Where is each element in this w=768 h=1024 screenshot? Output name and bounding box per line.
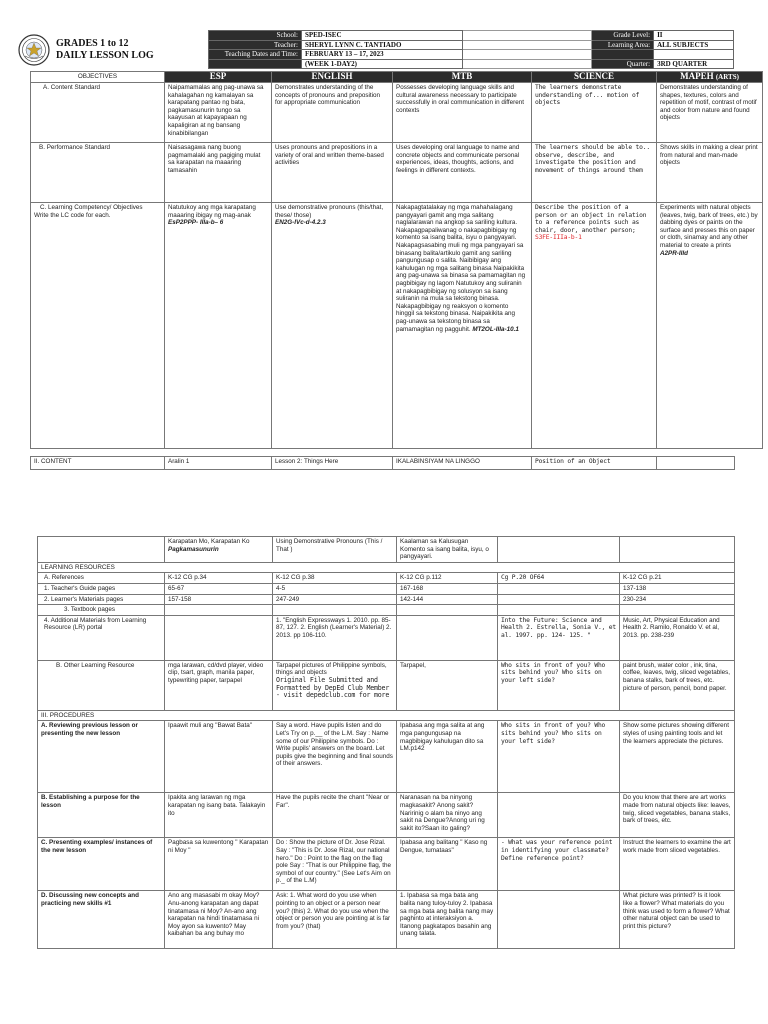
topic-esp-value: Pagkamasunurin (168, 545, 219, 553)
content-standard-science: The learners demonstrate understanding of... motion of objects (532, 83, 657, 143)
presenting-label: C. Presenting examples/ instances of the new lesson (38, 838, 165, 891)
references-science: Cg P.20 OF64 (498, 573, 620, 584)
content-science: Position of an Object (532, 457, 657, 470)
competency-science-cell (532, 203, 657, 449)
content-english: Lesson 2: Things Here (272, 457, 393, 470)
teachers-guide-mtb: 167-168 (397, 583, 498, 594)
content-standard-row (31, 83, 763, 143)
deped-seal-icon (18, 34, 50, 66)
learners-materials-mtb: 142-144 (397, 594, 498, 605)
references-mapeh: K-12 CG p.21 (620, 573, 735, 584)
other-resources-row (38, 660, 735, 710)
quarter-label: Quarter: (592, 59, 654, 69)
topics-label-empty (38, 537, 165, 563)
competency-science-code: S3FE-IIIa-b-1 (535, 234, 582, 242)
textbook-empty (498, 605, 620, 616)
header-spacer (654, 50, 734, 60)
dates-label: Teaching Dates and Time: (209, 50, 302, 60)
other-resources-mtb: Tarpapel, (397, 660, 498, 710)
competency-english-code: EN2G-IVc-d-4.2.3 (275, 219, 326, 227)
references-label: A. References (38, 573, 165, 584)
resources-procedures-table (37, 536, 735, 949)
purpose-row (38, 793, 735, 838)
learners-materials-esp: 157-158 (165, 594, 273, 605)
other-resources-english: Tarpapel pictures of Philippine symbols, things and objects (276, 661, 387, 677)
purpose-science (498, 793, 620, 838)
competency-mtb-cell (393, 203, 532, 449)
competency-esp-cell (165, 203, 272, 449)
discussing-row (38, 891, 735, 949)
teachers-guide-science (498, 583, 620, 594)
references-english: K-12 CG p.38 (273, 573, 397, 584)
topic-mtb: Kaalaman sa Kalusugan Komento sa isang balita, isyu, o pangyayari. (397, 537, 498, 563)
procedures-label: III. PROCEDURES (38, 710, 735, 721)
topic-esp-title: Karapatan Mo, Karapatan Ko (168, 538, 250, 545)
week-value: (WEEK 1-DAY2) (301, 59, 462, 69)
discussing-mtb: 1. Ipabasa sa mga bata ang balita nang tuloy-tuloy 2. Ipabasa sa mga bata ang balita nang may paghinto at interaksiyon a. Itanong pagkatapos basahin ang unang talata. (397, 891, 498, 949)
purpose-mapeh: Do you know that there are art works made from natural objects like: leaves, twig, sliced vegetables, banana stalks, bark of trees, etc. (620, 793, 735, 838)
objectives-heading: OBJECTIVES (31, 72, 165, 83)
topics-row (38, 537, 735, 563)
grade-value: II (654, 31, 734, 41)
presenting-esp: Pagbasa sa kuwentong " Karapatan ni Moy " (165, 838, 273, 891)
learners-materials-mapeh: 230-234 (620, 594, 735, 605)
header-spacer (462, 59, 591, 69)
teachers-guide-label: 1. Teacher's Guide pages (38, 583, 165, 594)
competency-esp-code: EsP2PPP- IIIa-b– 6 (168, 219, 224, 227)
presenting-mapeh: Instruct the learners to examine the art work made from sliced vegetables. (620, 838, 735, 891)
performance-standard-esp: Naisasagawa nang buong pagmamalaki ang pagiging mulat sa karapatan na maaaring tamasahin (165, 143, 272, 203)
textbook-empty (165, 605, 273, 616)
content-label: II. CONTENT (31, 457, 165, 470)
learning-resources-row (38, 562, 735, 573)
presenting-row (38, 838, 735, 891)
dates-value: FEBRUARY 13 – 17, 2023 (301, 50, 462, 60)
competency-esp: Natutukoy ang mga karapatang maaaring ibigay ng mag-anak (168, 204, 256, 219)
content-esp: Aralin 1 (165, 457, 272, 470)
learning-competency-row (31, 203, 763, 449)
learning-resources-label: LEARNING RESOURCES (38, 562, 735, 573)
learners-materials-english: 247-249 (273, 594, 397, 605)
textbook-label: 3. Textbook pages (38, 605, 165, 616)
learners-materials-label: 2. Learner's Materials pages (38, 594, 165, 605)
content-standard-mtb: Possesses developing language skills and cultural awareness necessary to participate successfully in oral communication in different contexts (393, 83, 532, 143)
other-resources-mapeh: paint brush, water color , ink, tina, coffee, leaves, twig, sliced vegetables, banana stalks, bark of trees, etc. picture of person, pencil, bond paper. (620, 660, 735, 710)
review-esp: Ipaawit muli ang "Bawat Bata" (165, 721, 273, 793)
references-mtb: K-12 CG p.112 (397, 573, 498, 584)
topic-english: Using Demonstrative Pronouns (This / That ) (273, 537, 397, 563)
science-column-heading: SCIENCE (532, 72, 657, 83)
learning-area-value: ALL SUBJECTS (654, 40, 734, 50)
competency-mtb-code: MT2OL-IIIa-10.1 (472, 325, 519, 333)
presenting-science: - What was your reference point in identifying your classmate? Define reference point? (498, 838, 620, 891)
competency-science: Describe the position of a person or an object in relation to a reference points such as chair, door, another person; (535, 204, 647, 234)
content-mtb: IKALABINSIYAM NA LINGGO (393, 457, 532, 470)
grade-label: Grade Level: (592, 31, 654, 41)
review-english: Say a word. Have pupils listen and do Let's Try on p.__ of the L.M. Say : Name some of our Philippine symbols. Do : Write pupils' answers on the board. Let pupils give the beginning and final sounds of their answers. (273, 721, 397, 793)
header-spacer (462, 31, 591, 41)
purpose-label: B. Establishing a purpose for the lesson (38, 793, 165, 838)
learners-materials-row (38, 594, 735, 605)
additional-materials-science: Into the Future: Science and Health 2. Estrella, Sonia V., et al. 1997. pp. 124- 125. " (498, 615, 620, 660)
topic-science-empty (498, 537, 620, 563)
document-title (56, 38, 154, 62)
teachers-guide-mapeh: 137-138 (620, 583, 735, 594)
additional-materials-label: 4. Additional Materials from Learning Resource (LR) portal (38, 615, 165, 660)
performance-standard-science: The learners should be able to.. observe, describe, and investigate the position and movement of things around them (532, 143, 657, 203)
textbook-empty (620, 605, 735, 616)
header-info-table (208, 30, 734, 69)
content-row-table (30, 456, 735, 470)
presenting-mtb: Ipabasa ang balitang " Kaso ng Dengue, tumataas" (397, 838, 498, 891)
learning-competency-label: C. Learning Competency/ Objectives (40, 204, 143, 211)
purpose-esp: Ipakita ang larawan ng mga karapatan ng isang bata. Talakayin ito (165, 793, 273, 838)
review-mtb: Ipabasa ang mga salita at ang mga pangungusap na magbibigay kahulugan dito sa LM.p142 (397, 721, 498, 793)
performance-standard-mapeh: Shows skills in making a clear print from natural and man-made objects (657, 143, 763, 203)
topic-esp-cell (165, 537, 273, 563)
topic-mapeh-empty (620, 537, 735, 563)
title-line-grades: GRADES 1 to 12 (56, 38, 129, 49)
discussing-science (498, 891, 620, 949)
performance-standard-label: B. Performance Standard (31, 143, 165, 203)
textbook-empty (273, 605, 397, 616)
other-resources-english-cell (273, 660, 397, 710)
mapeh-heading-sub: (ARTS) (715, 72, 739, 81)
other-resources-label: B. Other Learning Resource (38, 660, 165, 710)
content-standard-esp: Naipamamalas ang pag-unawa sa kahalagahan ng kamalayan sa karapatang pantao ng bata, pagkamasunurin tungo sa kaayusan at kapayapaan ng kapaligiran at ng bansang kinabibilangan (165, 83, 272, 143)
competency-english-cell (272, 203, 393, 449)
additional-materials-esp-empty (165, 615, 273, 660)
school-value: SPED-ISEC (301, 31, 462, 41)
discussing-label: D. Discussing new concepts and practicing new skills #1 (38, 891, 165, 949)
review-mapeh: Show some pictures showing different styles of using painting tools and let the learners appreciate the pictures. (620, 721, 735, 793)
content-standard-mapeh: Demonstrates understanding of shapes, textures, colors and repetition of motif, contrast of motif and color from nature and found objects (657, 83, 763, 143)
mapeh-column-heading (657, 72, 763, 83)
other-resources-esp: mga larawan, cd/dvd player, video clip, tsart, graph, manila paper, typewriting paper, tarpapel (165, 660, 273, 710)
purpose-english: Have the pupils recite the chant "Near or Far". (273, 793, 397, 838)
content-standard-label: A. Content Standard (31, 83, 165, 143)
purpose-mtb: Naranasan na ba ninyong magkasakit? Anong sakit? Naririnig o alam ba ninyo ang sakit na Dengue?Anong uri ng sakit ito?Saan ito galing? (397, 793, 498, 838)
quarter-value: 3RD QUARTER (654, 59, 734, 69)
content-mapeh-empty (657, 457, 735, 470)
esp-column-heading: ESP (165, 72, 272, 83)
learning-area-label: Learning Area: (592, 40, 654, 50)
textbook-empty (397, 605, 498, 616)
header-spacer (462, 50, 591, 60)
deped-club-note: Original File Submitted and Formatted by DepEd Club Member - visit depedclub.com for more (276, 675, 390, 700)
english-column-heading: ENGLISH (272, 72, 393, 83)
discussing-esp: Ano ang masasabi m okay Moy? Anu-anong karapatan ang dapat tinatamasa ni Moy? An-ano ang karapatan na hindi tinatamasa ni Moy ayon sa kuwento? May kaibahan ba ang buhay mo (165, 891, 273, 949)
competency-mapeh-code: A2PR-IIId (660, 249, 688, 257)
performance-standard-english: Uses pronouns and prepositions in a variety of oral and written theme-based activities (272, 143, 393, 203)
discussing-mapeh: What picture was printed? Is it look like a flower? What materials do you think was used to form a flower? What other natural object can be used to print this picture? (620, 891, 735, 949)
content-standard-english: Demonstrates understanding of the concepts of pronouns and preposition for appropriate communication (272, 83, 393, 143)
additional-materials-english: 1. "English Expressways 1. 2010. pp. 85-87, 127. 2. English (Learner's Material) 2. 2013. pp 106-110. (273, 615, 397, 660)
learning-competency-note: Write the LC code for each. (34, 211, 111, 219)
additional-materials-row (38, 615, 735, 660)
other-resources-science: Who sits in front of you? Who sits behind you? Who sits on your left side? (498, 660, 620, 710)
teacher-label: Teacher: (209, 40, 302, 50)
school-label: School: (209, 31, 302, 41)
textbook-row (38, 605, 735, 616)
review-label: A. Reviewing previous lesson or presenting the new lesson (38, 721, 165, 793)
title-line-dll: DAILY LESSON LOG (56, 50, 154, 61)
review-row (38, 721, 735, 793)
mtb-column-heading: MTB (393, 72, 532, 83)
references-row (38, 573, 735, 584)
teachers-guide-esp: 65-67 (165, 583, 273, 594)
competency-english: Use demonstrative pronouns (this/that, these/ those) (275, 204, 384, 219)
learners-materials-science (498, 594, 620, 605)
teachers-guide-row (38, 583, 735, 594)
header-spacer (592, 50, 654, 60)
teachers-guide-english: 4-5 (273, 583, 397, 594)
learning-competency-label-cell (31, 203, 165, 449)
mapeh-heading-text: MAPEH (680, 71, 714, 81)
competency-mapeh: Experiments with natural objects (leaves, twig, bark of trees, etc.) by dabbing dyes or paints on the surface and presses this on paper or cloth, sinamay and any other material to create a prints (660, 204, 758, 249)
objectives-table (30, 71, 763, 449)
header-spacer (462, 40, 591, 50)
teacher-value: SHERYL LYNN C. TANTIADO (301, 40, 462, 50)
procedures-row (38, 710, 735, 721)
performance-standard-row (31, 143, 763, 203)
discussing-english: Ask: 1. What word do you use when pointing to an object or a person near you? (this) 2. What do you use when the object or person you are pointing at is far from you? (that) (273, 891, 397, 949)
competency-mapeh-cell (657, 203, 763, 449)
performance-standard-mtb: Uses developing oral language to name and concrete objects and communicate personal experiences, ideas, thoughts, actions, and feelings in different contexts. (393, 143, 532, 203)
competency-mtb: Nakapagtatalakay ng mga mahahalagang pangyayari gamit ang mga salitang naglalarawan na angkop sa sariling kultura. Nakapagpapaliwanag o nakapagbibigay ng komento sa isang balita, isyu o pangyayari. Nakapagsasabing muli ng mga pangyayari sa binasang balita/artikulo gamit ang sariling pangungusap o salita. Naibibigay ang kahulugan ng mga salitang binasa Naipakikita ang pag-unawa sa binasa sa pamamagitan ng pagbibigay ng lagom Natutukoy ang suliranin at nakapagbibigay ng solusyon sa isang suliranin na mula sa tekstong binasa. Nakapagbibigay ng reaksyon o komento hinggil sa tekstong binasa. Naipakikita ang pag-unawa sa tekstong binasa sa pamamagitan ng pagguhit. (396, 204, 526, 333)
additional-materials-mtb-empty (397, 615, 498, 660)
additional-materials-mapeh: Music, Art, Physical Education and Health 2. Ramilo, Ronaldo V. et al, 2013. pp. 238-239 (620, 615, 735, 660)
references-esp: K-12 CG p.34 (165, 573, 273, 584)
presenting-english: Do : Show the picture of Dr. Jose Rizal. Say : "This is Dr. Jose Rizal, our national hero." Do : Point to the flag on the flag pole Say : "That is our Philippine flag, the symbol of our country." (See Let's Aim on p._ of the L.M) (273, 838, 397, 891)
header-spacer (209, 59, 302, 69)
review-science: Who sits in front of you? Who sits behind you? Who sits on your left side? (498, 721, 620, 793)
